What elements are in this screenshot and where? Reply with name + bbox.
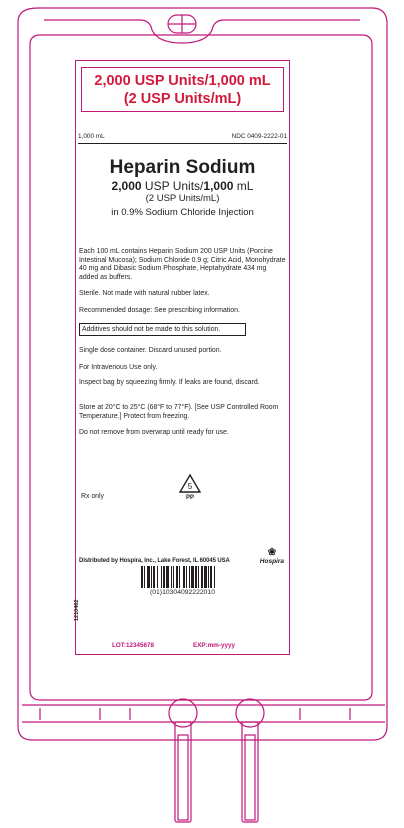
lot-number: LOT:12345678 bbox=[112, 642, 155, 649]
rx-only: Rx only bbox=[81, 493, 104, 500]
recycle-material: PP bbox=[185, 495, 194, 501]
distributor-text: Distributed by Hospira, Inc., Lake Forest, IL 60045 USA bbox=[79, 558, 230, 564]
concentration-volume: 1,000 bbox=[203, 179, 234, 193]
expiry-date: EXP:mm-yyyy bbox=[193, 642, 235, 649]
concentration-amount: 2,000 bbox=[111, 179, 142, 193]
recycle-number: 5 bbox=[187, 482, 193, 491]
iv-only-text: For Intravenous Use only. bbox=[79, 364, 158, 371]
recycle-symbol bbox=[178, 473, 202, 505]
brand-logo bbox=[260, 548, 284, 565]
inspect-text: Inspect bag by squeezing firmly. If leaks are found, discard. bbox=[79, 379, 260, 386]
concentration-units: USP Units/ bbox=[141, 179, 204, 193]
strength-line-2: (2 USP Units/mL) bbox=[123, 91, 242, 107]
concentration-per-ml: (2 USP Units/mL) bbox=[145, 193, 220, 204]
diluent: in 0.9% Sodium Chloride Injection bbox=[111, 207, 254, 218]
barcode bbox=[141, 566, 221, 588]
sterile-text: Sterile. Not made with natural rubber latex. bbox=[79, 290, 210, 297]
hospira-logo-icon: ❀ bbox=[267, 547, 277, 558]
concentration-volume-unit: mL bbox=[233, 179, 254, 193]
strength-line-1: 2,000 USP Units/1,000 mL bbox=[94, 73, 271, 89]
drug-label bbox=[75, 60, 290, 655]
overwrap-text: Do not remove from overwrap until ready for use. bbox=[79, 429, 229, 436]
recycle-triangle-icon bbox=[178, 473, 202, 495]
dosage-text: Recommended dosage: See prescribing information. bbox=[79, 307, 240, 314]
composition-text: Each 100 mL contains Heparin Sodium 200 USP Units (Porcine Intestinal Mucosa); Sodium Chloride 0.9 g; Citric Acid, Monohydrate 40 mg and Dibasic Sodium Phosphate, Heptahydrate 434 mg added as buffers. bbox=[79, 248, 286, 281]
side-code: 1210462 bbox=[74, 599, 80, 621]
concentration bbox=[76, 179, 289, 193]
divider bbox=[78, 143, 287, 144]
ndc-number: NDC 0409-2222-01 bbox=[231, 133, 287, 140]
single-dose-text: Single dose container. Discard unused portion. bbox=[79, 347, 222, 354]
barcode-number: (01)10304092222010 bbox=[149, 589, 215, 596]
strength-banner bbox=[81, 67, 284, 112]
volume-ndc-row bbox=[78, 132, 287, 142]
storage-text: Store at 20°C to 25°C (68°F to 77°F). [See USP Controlled Room Temperature.] Protect from freezing. bbox=[79, 404, 279, 420]
drug-name: Heparin Sodium bbox=[109, 157, 256, 178]
additives-warning: Additives should not be made to this solution. bbox=[79, 323, 246, 336]
container-volume: 1,000 mL bbox=[78, 133, 105, 140]
brand-name: Hospira bbox=[259, 558, 284, 565]
